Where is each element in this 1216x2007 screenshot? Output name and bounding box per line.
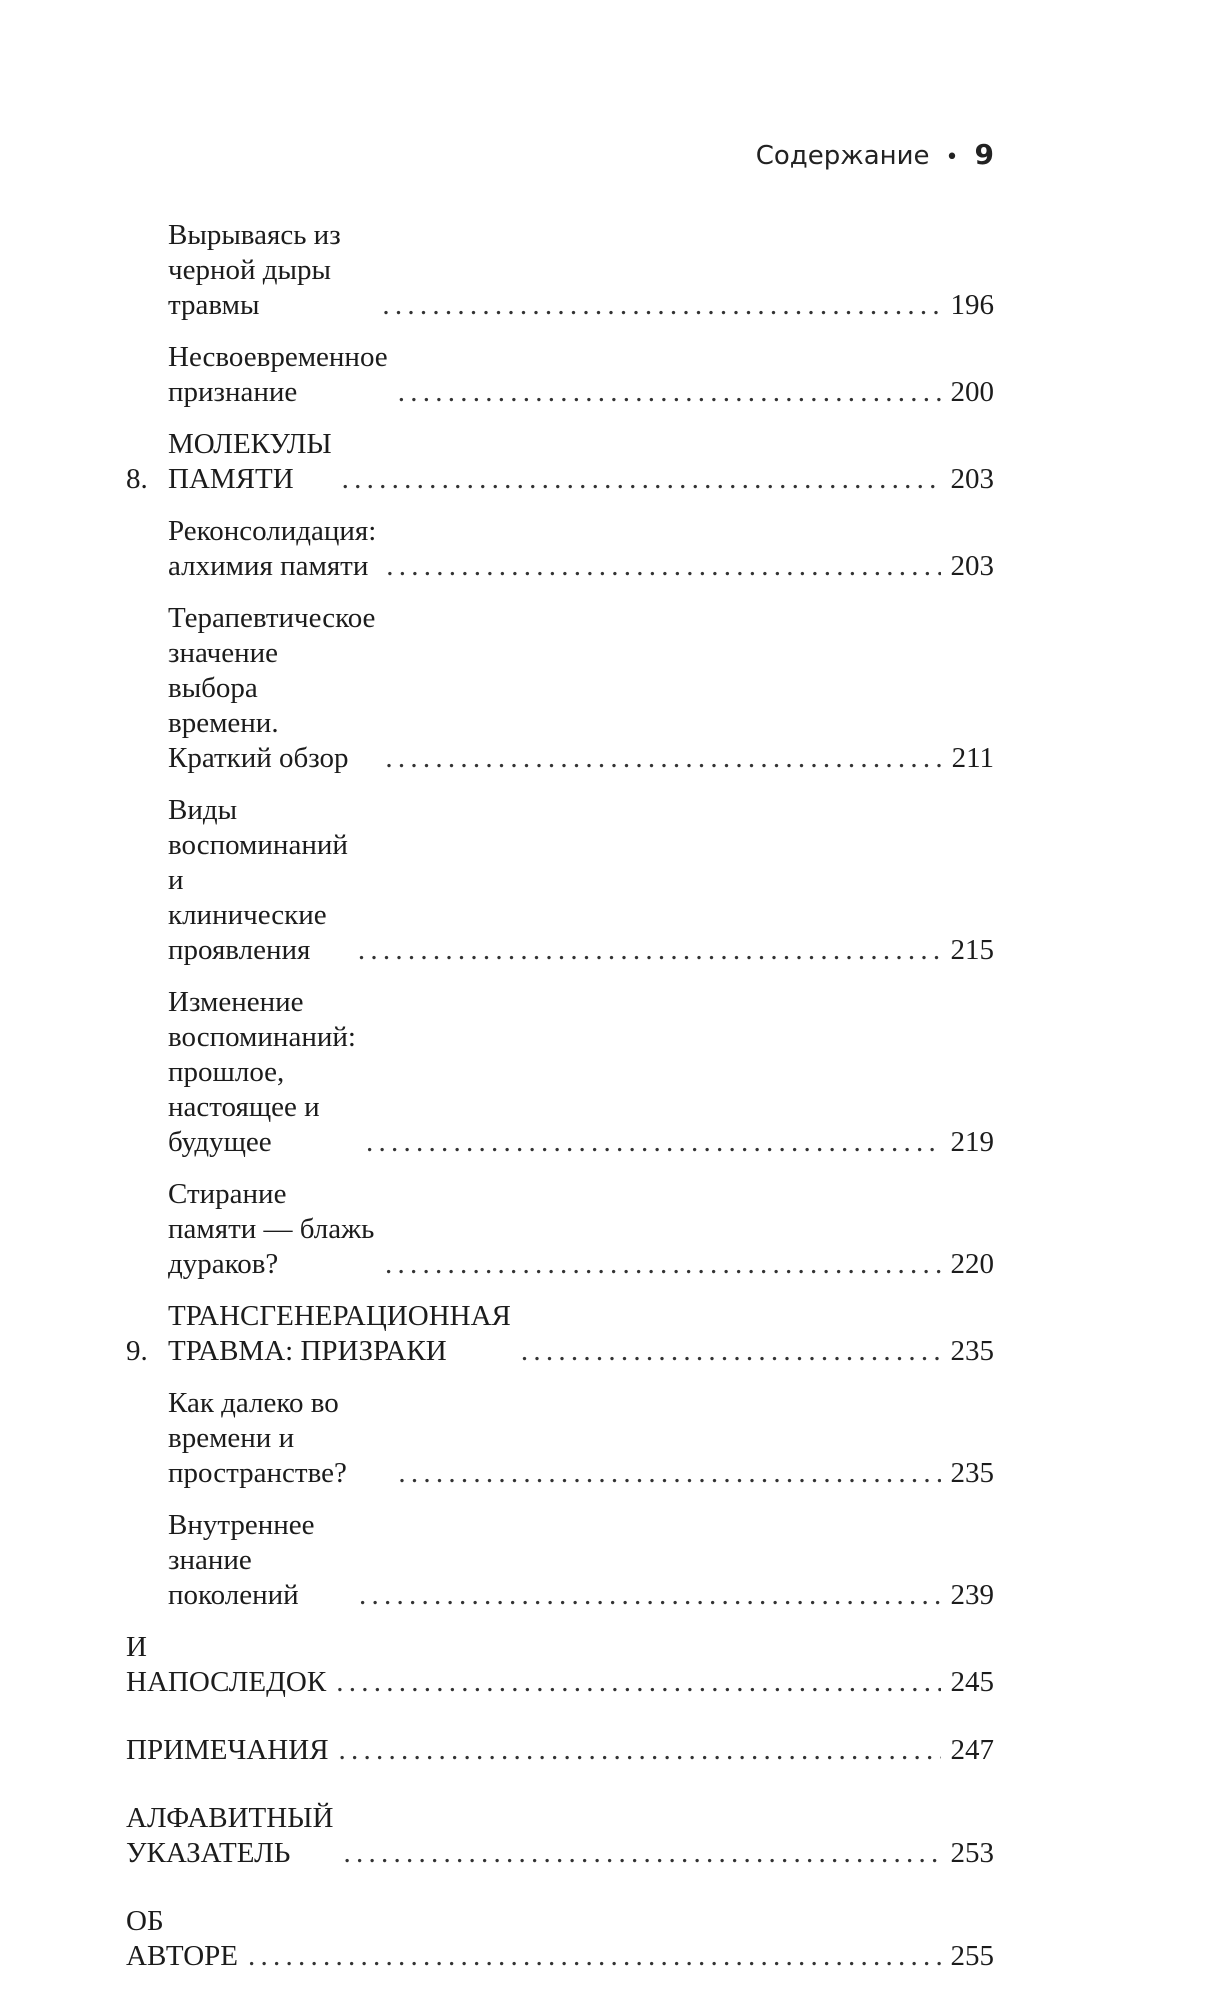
toc-entry-title: Внутреннее знание поколений	[168, 1509, 315, 1611]
table-of-contents	[126, 218, 994, 2007]
toc-entry-page: 247	[950, 1734, 994, 1766]
toc-entry-page: 203	[950, 550, 994, 582]
dot-leader	[342, 462, 941, 497]
toc-entry	[126, 218, 994, 323]
toc-entry-title: Изменение воспоминаний: прошлое, настоящее и будущее	[168, 986, 356, 1158]
toc-entry-title: ОБ АВТОРЕ	[126, 1905, 239, 1972]
toc-backmatter-entry	[126, 1630, 994, 1700]
toc-entry-page: 220	[950, 1248, 994, 1280]
toc-entry	[126, 514, 994, 584]
toc-entry	[126, 985, 994, 1160]
dot-leader	[336, 1665, 940, 1700]
dot-leader	[398, 1456, 940, 1491]
toc-entry	[126, 793, 994, 968]
toc-chapter-entry	[126, 1299, 994, 1369]
toc-entry	[126, 1386, 994, 1491]
toc-entry-page: 255	[950, 1940, 994, 1972]
toc-entry-page: 235	[950, 1335, 994, 1367]
toc-backmatter-entry	[126, 1904, 994, 1974]
toc-backmatter-entry	[126, 1733, 994, 1768]
dot-leader	[386, 549, 940, 584]
toc-entry-page: 203	[950, 463, 994, 495]
dot-leader	[343, 1836, 940, 1871]
dot-leader	[382, 288, 940, 323]
toc-entry	[126, 340, 994, 410]
toc-entry-title: Как далеко во времени и пространстве?	[168, 1387, 347, 1489]
toc-entry	[126, 1508, 994, 1613]
toc-chapter-9	[126, 1299, 994, 1613]
running-head	[756, 138, 994, 171]
dot-leader	[366, 1125, 941, 1160]
toc-entry-title: Стирание памяти — блажь дураков?	[168, 1178, 375, 1280]
chapter-title: МОЛЕКУЛЫ ПАМЯТИ	[168, 428, 332, 495]
toc-entry-title: И НАПОСЛЕДОК	[126, 1631, 327, 1698]
toc-entry-title: АЛФАВИТНЫЙ УКАЗАТЕЛЬ	[126, 1802, 334, 1869]
toc-group-continued	[126, 218, 994, 410]
toc-entry-title: Вырываясь из черной дыры травмы	[168, 219, 341, 321]
dot-leader	[385, 1247, 940, 1282]
toc-chapter-entry	[126, 427, 994, 497]
running-head-title: Содержание	[755, 141, 930, 171]
toc-entry-page: 215	[950, 934, 994, 966]
toc-entry-title: Терапевтическое значение выбора времени. Краткий обзор	[168, 602, 376, 774]
toc-entry	[126, 601, 994, 776]
toc-entry	[126, 1177, 994, 1282]
dot-leader	[248, 1939, 940, 1974]
dot-leader	[521, 1334, 941, 1369]
dot-leader	[385, 741, 941, 776]
toc-entry-title: Несвоевременное признание	[168, 341, 388, 408]
toc-entry-page: 211	[951, 742, 994, 774]
chapter-number: 9.	[126, 1335, 148, 1367]
dot-leader	[358, 933, 941, 968]
dot-leader	[339, 1733, 941, 1768]
toc-entry-page: 219	[950, 1126, 994, 1158]
chapter-title: ТРАНСГЕНЕРАЦИОННАЯ ТРАВМА: ПРИЗРАКИ	[168, 1300, 511, 1367]
toc-entry-page: 196	[950, 289, 994, 321]
toc-entry-page: 239	[950, 1579, 994, 1611]
toc-entry-page: 245	[950, 1666, 994, 1698]
toc-entry-page: 235	[950, 1457, 994, 1489]
toc-entry-title: Реконсолидация: алхимия памяти	[168, 515, 377, 582]
running-head-bullet: •	[945, 145, 959, 170]
dot-leader	[398, 375, 941, 410]
toc-entry-title: ПРИМЕЧАНИЯ	[126, 1734, 329, 1766]
page-number: 9	[974, 138, 994, 171]
toc-backmatter-entry	[126, 1801, 994, 1871]
chapter-number: 8.	[126, 463, 148, 495]
dot-leader	[359, 1578, 941, 1613]
toc-entry-page: 200	[950, 376, 994, 408]
toc-entry-page: 253	[950, 1837, 994, 1869]
toc-entry-title: Виды воспоминаний и клинические проявления	[168, 794, 348, 966]
toc-chapter-8	[126, 427, 994, 1282]
